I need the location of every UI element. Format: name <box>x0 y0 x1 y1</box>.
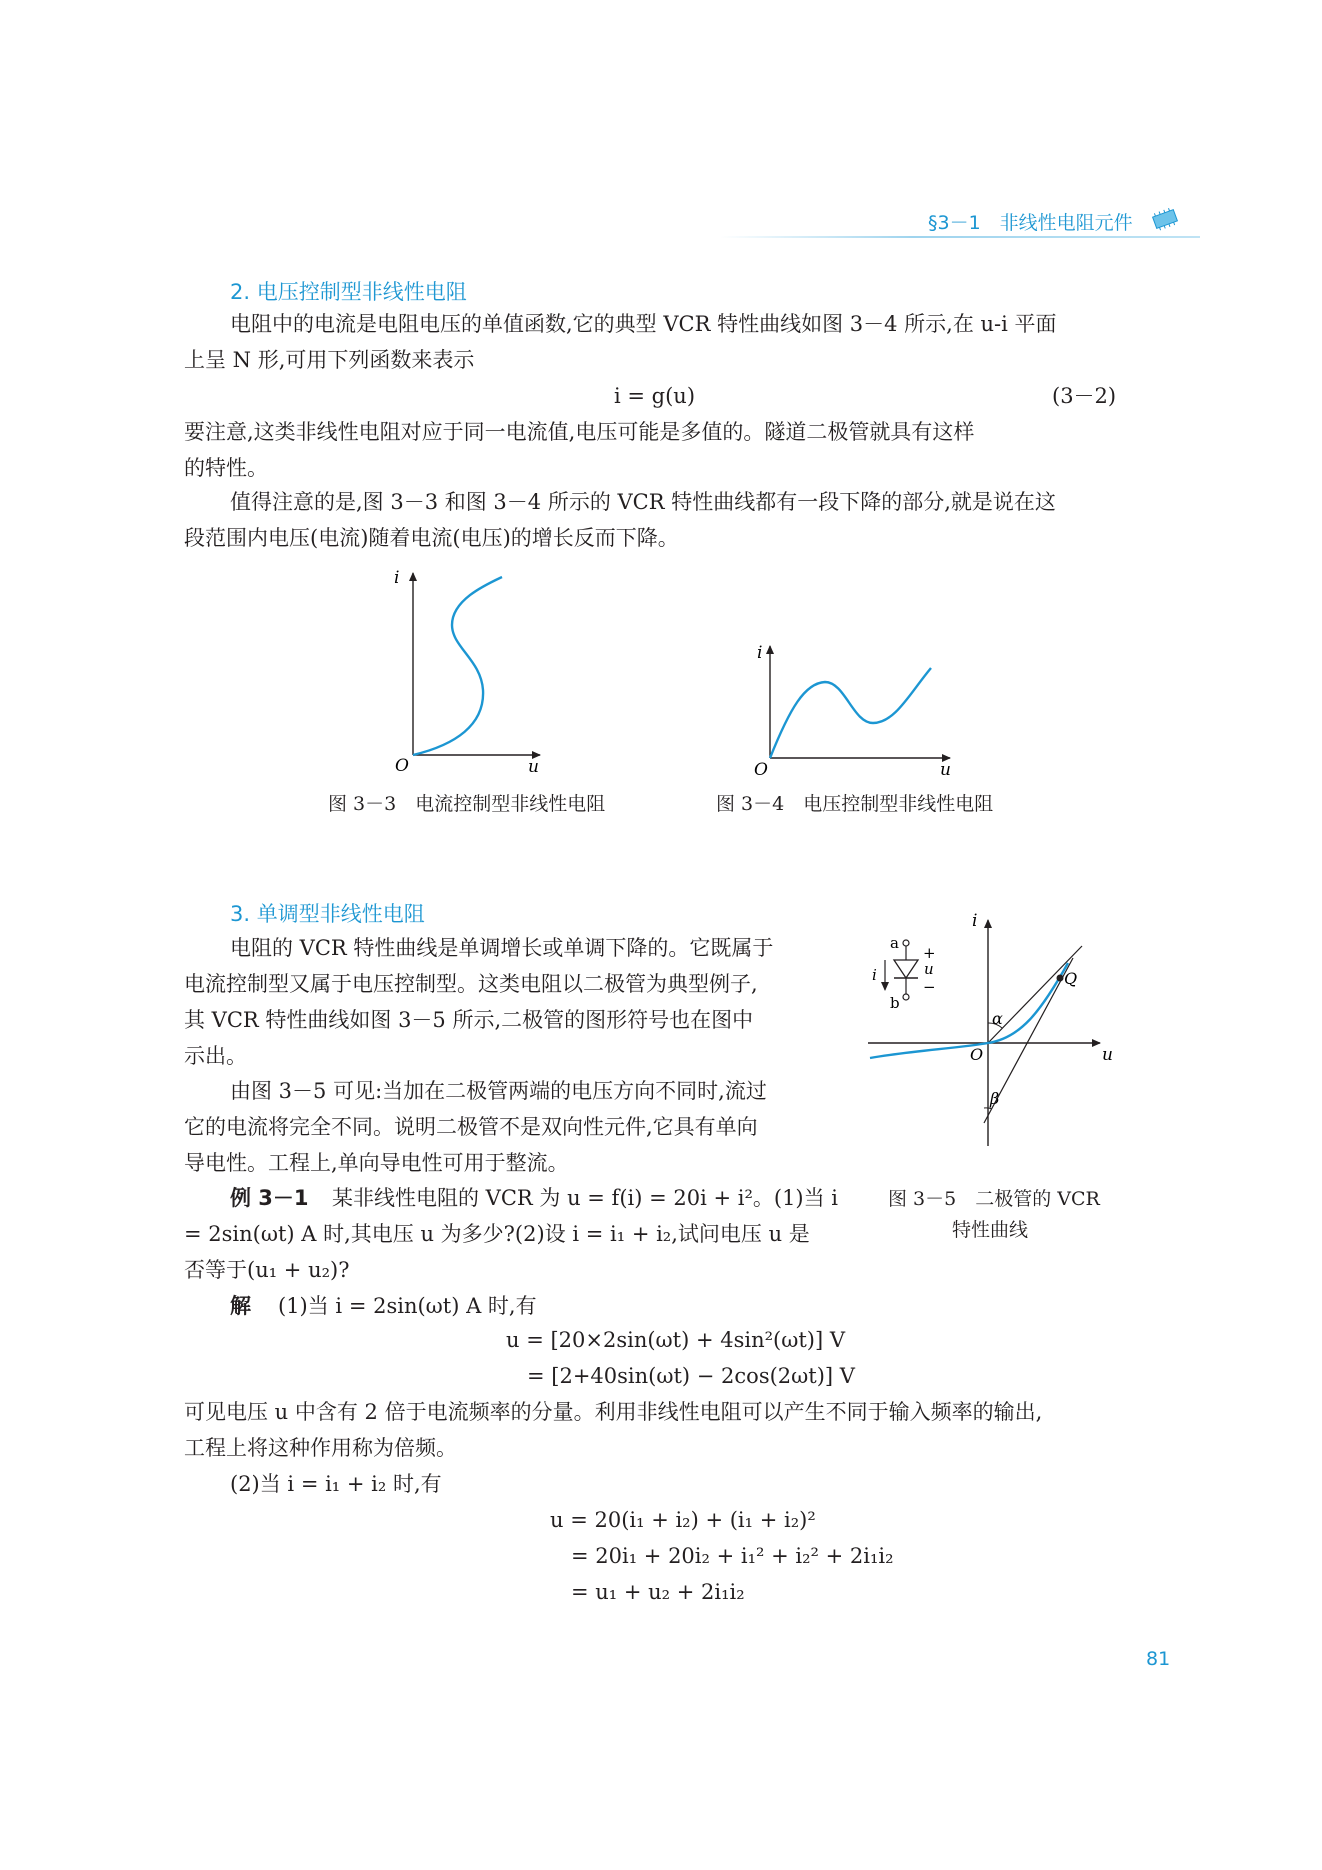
diode-voltage-label: u <box>924 960 934 978</box>
origin-label: O <box>395 756 409 775</box>
running-header-title: §3－1 非线性电阻元件 <box>928 212 1133 234</box>
paragraph-line: 电阻中的电流是电阻电压的单值函数,它的典型 VCR 特性曲线如图 3－4 所示,在 u-i 平面 <box>230 312 1057 336</box>
operating-point-q <box>1057 975 1064 982</box>
minus-sign: − <box>923 978 936 996</box>
solution-equation: = [2+40sin(ωt) − 2cos(2ωt)] V <box>527 1364 855 1388</box>
paragraph-line: 电阻的 VCR 特性曲线是单调增长或单调下降的。它既属于 <box>230 936 774 960</box>
terminal-label-a: a <box>890 934 899 952</box>
angle-label-beta: β <box>990 1089 1000 1108</box>
paragraph-line: 导电性。工程上,单向导电性可用于整流。 <box>184 1151 569 1175</box>
paragraph-line: 示出。 <box>184 1044 247 1068</box>
axis-label-u: u <box>528 757 539 775</box>
paragraph-line: 要注意,这类非线性电阻对应于同一电流值,电压可能是多值的。隧道二极管就具有这样 <box>184 420 975 444</box>
section-heading-voltage-controlled: 2. 电压控制型非线性电阻 <box>230 280 467 304</box>
solution-equation: = u₁ + u₂ + 2i₁i₂ <box>571 1580 745 1604</box>
paragraph-line: 上呈 N 形,可用下列函数来表示 <box>184 348 475 372</box>
figure-caption-3-3: 图 3－3 电流控制型非线性电阻 <box>328 793 606 815</box>
point-label-q: Q <box>1064 969 1078 988</box>
axis-label-i: i <box>757 643 763 663</box>
paragraph-line: 段范围内电压(电流)随着电流(电压)的增长反而下降。 <box>184 526 679 550</box>
origin-label: O <box>754 760 768 778</box>
equation-number: (3－2) <box>1052 384 1117 408</box>
example-line: 否等于(u₁ + u₂)? <box>184 1258 350 1282</box>
solution-label: 解 <box>230 1293 251 1318</box>
paragraph-line: 可见电压 u 中含有 2 倍于电流频率的分量。利用非线性电阻可以产生不同于输入频率的输出, <box>184 1400 1043 1424</box>
solution-part2-intro: (2)当 i = i₁ + i₂ 时,有 <box>230 1472 442 1496</box>
solution-equation: u = [20×2sin(ωt) + 4sin²(ωt)] V <box>506 1328 846 1352</box>
solution-equation: = 20i₁ + 20i₂ + i₁² + i₂² + 2i₁i₂ <box>571 1544 894 1568</box>
diode-current-label: i <box>872 966 877 984</box>
page-number: 81 <box>1146 1648 1171 1670</box>
example-line: = 2sin(ωt) A 时,其电压 u 为多少?(2)设 i = i₁ + i₂,试问电压 u 是 <box>184 1222 810 1246</box>
section-heading-monotonic: 3. 单调型非线性电阻 <box>230 902 425 926</box>
paragraph-line: 电流控制型又属于电压控制型。这类电阻以二极管为典型例子, <box>184 972 758 996</box>
solution-equation: u = 20(i₁ + i₂) + (i₁ + i₂)² <box>550 1508 816 1532</box>
angle-label-alpha: α <box>992 1009 1003 1028</box>
figure-caption-3-5-line2: 特性曲线 <box>952 1219 1029 1241</box>
plus-sign: + <box>923 944 936 962</box>
figure-3-4 <box>745 638 960 778</box>
origin-label: O <box>970 1045 984 1064</box>
solution-part1-intro: (1)当 i = 2sin(ωt) A 时,有 <box>278 1294 537 1318</box>
paragraph-line: 值得注意的是,图 3－3 和图 3－4 所示的 VCR 特性曲线都有一段下降的部分,就是说在这 <box>230 490 1056 514</box>
axis-label-i: i <box>394 568 400 588</box>
s-shaped-curve <box>413 577 502 755</box>
paragraph-line: 它的电流将完全不同。说明二极管不是双向性元件,它具有单向 <box>184 1115 758 1139</box>
example-line: 某非线性电阻的 VCR 为 u = f(i) = 20i + i²。(1)当 i <box>332 1186 839 1210</box>
header-chip-icon <box>1148 206 1182 232</box>
axis-label-u: u <box>1102 1045 1113 1065</box>
equation-3-2: i = g(u) <box>614 384 696 408</box>
paragraph-line: 其 VCR 特性曲线如图 3－5 所示,二极管的图形符号也在图中 <box>184 1008 754 1032</box>
n-shaped-curve <box>770 668 931 758</box>
paragraph-line: 工程上将这种作用称为倍频。 <box>184 1436 457 1460</box>
example-label: 例 3－1 <box>230 1186 309 1210</box>
paragraph-line: 由图 3－5 可见:当加在二极管两端的电压方向不同时,流过 <box>230 1079 767 1103</box>
paragraph-line: 的特性。 <box>184 456 268 480</box>
figure-3-5 <box>860 908 1125 1153</box>
axis-label-i: i <box>972 911 978 931</box>
terminal-label-b: b <box>890 994 900 1012</box>
figure-3-3 <box>380 565 560 775</box>
figure-caption-3-4: 图 3－4 电压控制型非线性电阻 <box>716 793 994 815</box>
figure-caption-3-5-line1: 图 3－5 二极管的 VCR <box>888 1188 1100 1210</box>
axis-label-u: u <box>940 760 951 778</box>
header-rule <box>720 236 1200 238</box>
